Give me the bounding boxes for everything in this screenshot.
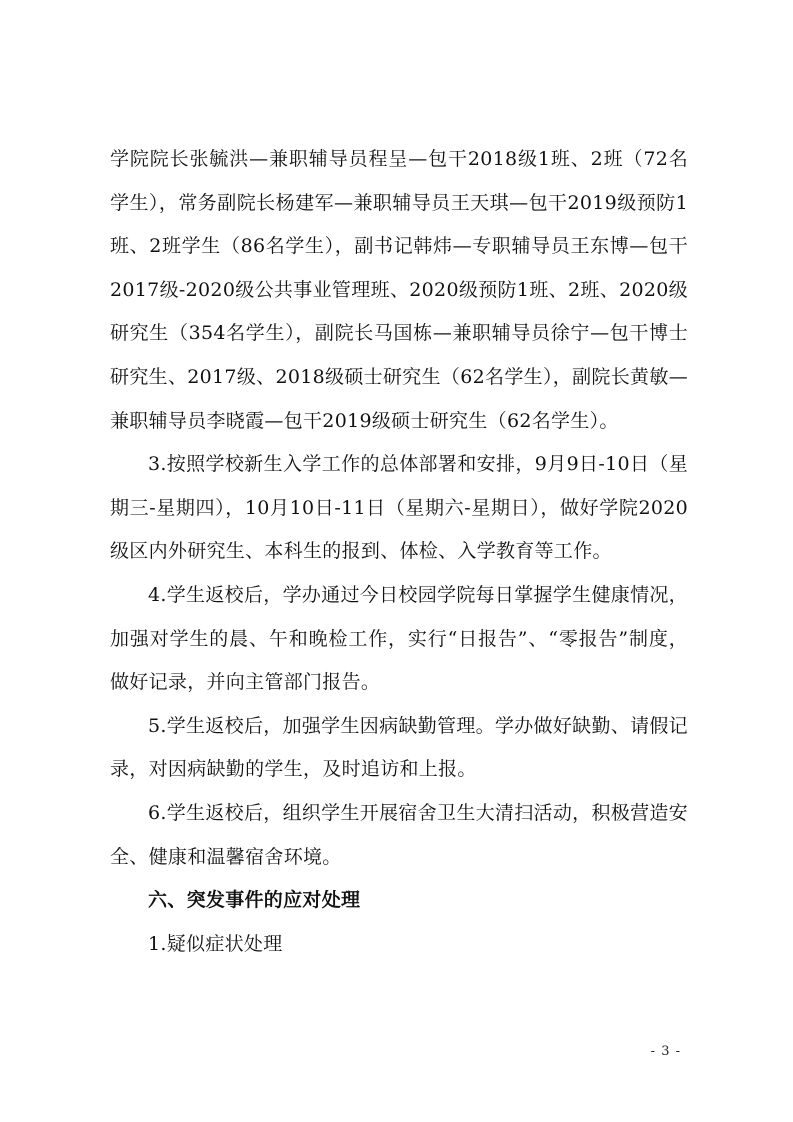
paragraph-item-3: 3.按照学校新生入学工作的总体部署和安排，9月9日-10日（星期三-星期四），10月10日-11日（星期六-星期日），做好学院2020级区内外研究生、本科生的报到、体检、入学教育等工作。	[110, 453, 688, 563]
section-heading: 六、突发事件的应对处理	[148, 889, 361, 912]
page-number: - 3 -	[650, 1044, 681, 1059]
paragraph-item-4: 4.学生返校后，学办通过今日校园学院每日掌握学生健康情况，加强对学生的晨、午和晚检工作，实行“日报告”、“零报告”制度，做好记录，并向主管部门报告。	[110, 583, 688, 694]
paragraph-item-6: 6.学生返校后，组织学生开展宿舍卫生大清扫活动，积极营造安全、健康和温馨宿舍环境。	[110, 801, 688, 868]
document-body	[110, 138, 688, 966]
paragraph-item-5: 5.学生返校后，加强学生因病缺勤管理。学办做好缺勤、请假记录，对因病缺勤的学生，及时追访和上报。	[110, 714, 688, 781]
paragraph-continued: 学院院长张毓洪—兼职辅导员程呈—包干2018级1班、2班（72名学生），常务副院长杨建军—兼职辅导员王天琪—包干2019级预防1班、2班学生（86名学生），副书记韩炜—专职辅导员王东博—包干2017级-2020级公共事业管理班、2020级预防1班、2班、2020级研究生（354名学生），副院长马国栋—兼职辅导员徐宁—包干博士研究生、2017级、2018级硕士研究生（62名学生），副院长黄敏—兼职辅导员李晓霞—包干2019级硕士研究生（62名学生）。	[110, 148, 688, 432]
subsection-heading: 1.疑似症状处理	[148, 932, 283, 955]
